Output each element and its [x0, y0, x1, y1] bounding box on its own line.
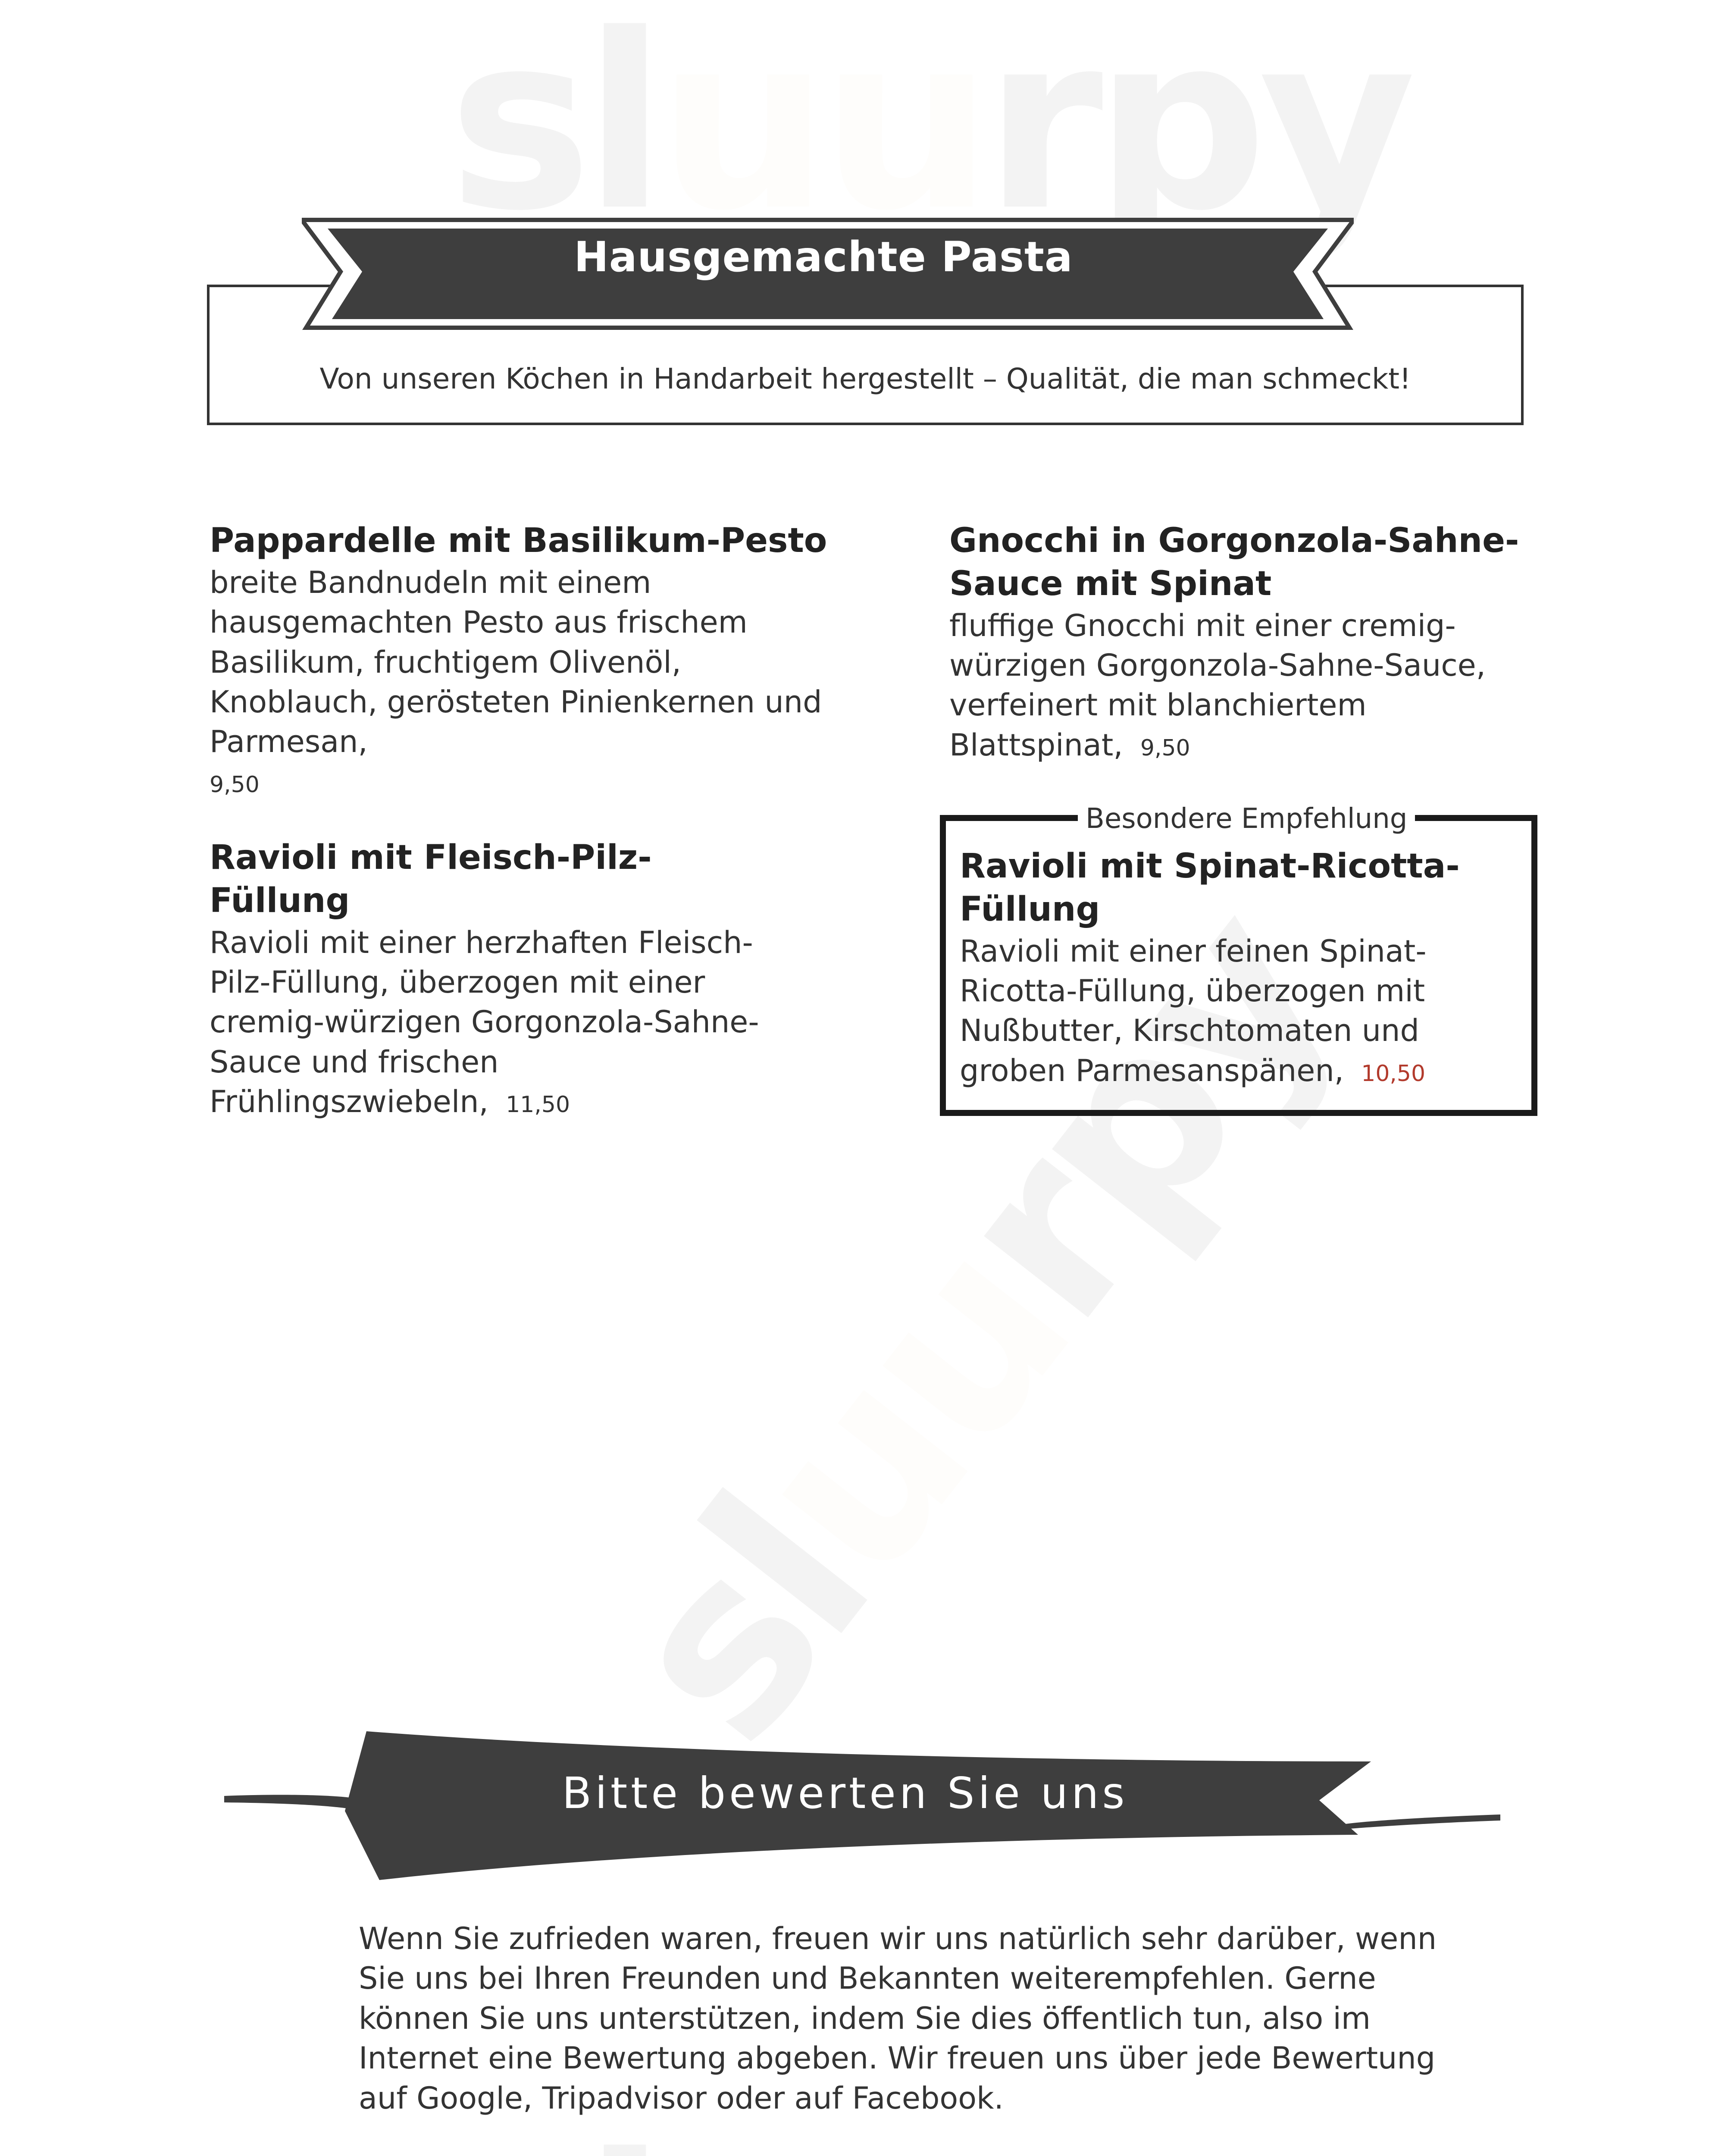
menu-item [210, 837, 783, 1122]
special-menu-item [960, 845, 1520, 1091]
menu-item-description-wrap [210, 563, 830, 802]
menu-item-description-wrap [210, 923, 783, 1122]
menu-item-title: Ravioli mit Fleisch-Pilz-Füllung [210, 838, 652, 920]
menu-item-description: fluffige Gnocchi mit einer cremig-würzigen Gorgonzola-Sahne-Sauce, verfeinert mit blanchiertem Blattspinat, [949, 608, 1486, 763]
menu-item [949, 520, 1544, 765]
section-subtitle: Von unseren Köchen in Handarbeit hergestellt – Qualität, die man schmeckt! [319, 362, 1411, 395]
menu-item-description: Ravioli mit einer feinen Spinat-Ricotta-Füllung, überzogen mit Nußbutter, Kirschtomaten und groben Parmesanspänen, [960, 933, 1427, 1088]
special-recommendation-label: Besondere Empfehlung [1078, 803, 1415, 835]
menu-item-description: Ravioli mit einer herzhaften Fleisch-Pilz-Füllung, überzogen mit einer cremig-würzigen Gorgonzola-Sahne-Sauce und frischen Frühlingszwiebeln, [210, 924, 759, 1120]
menu-item [210, 520, 830, 802]
menu-item-title: Ravioli mit Spinat-Ricotta-Füllung [960, 847, 1460, 929]
menu-item-price: 11,50 [506, 1092, 570, 1118]
menu-item-description: breite Bandnudeln mit einem hausgemachten Pesto aus frischem Basilikum, fruchtigem Olivenöl, Knoblauch, gerösteten Pinienkernen und Parmesan, [210, 564, 822, 760]
section-title: Hausgemachte Pasta [574, 233, 1073, 281]
menu-item-description-wrap [949, 606, 1544, 765]
menu-item-price: 9,50 [210, 771, 260, 798]
review-section-text: Wenn Sie zufrieden waren, freuen wir uns natürlich sehr darüber, wenn Sie uns bei Ihren Freunden und Bekannten weiterempfehlen. Gerne können Sie uns unterstützen, indem Sie dies öffentlich tun, also im Internet eine Bewertung abgeben. Wir freuen uns über jede Bewertung auf Google, Tripadvisor oder auf Facebook. [359, 1921, 1437, 2116]
menu-item-title: Gnocchi in Gorgonzola-Sahne-Sauce mit Spinat [949, 521, 1519, 603]
menu-item-title: Pappardelle mit Basilikum-Pesto [210, 521, 827, 560]
menu-item-description-wrap [960, 931, 1520, 1091]
review-section-title: Bitte bewerten Sie uns [562, 1768, 1128, 1818]
menu-item-price: 9,50 [1140, 735, 1190, 761]
menu-item-price: 10,50 [1361, 1060, 1426, 1087]
